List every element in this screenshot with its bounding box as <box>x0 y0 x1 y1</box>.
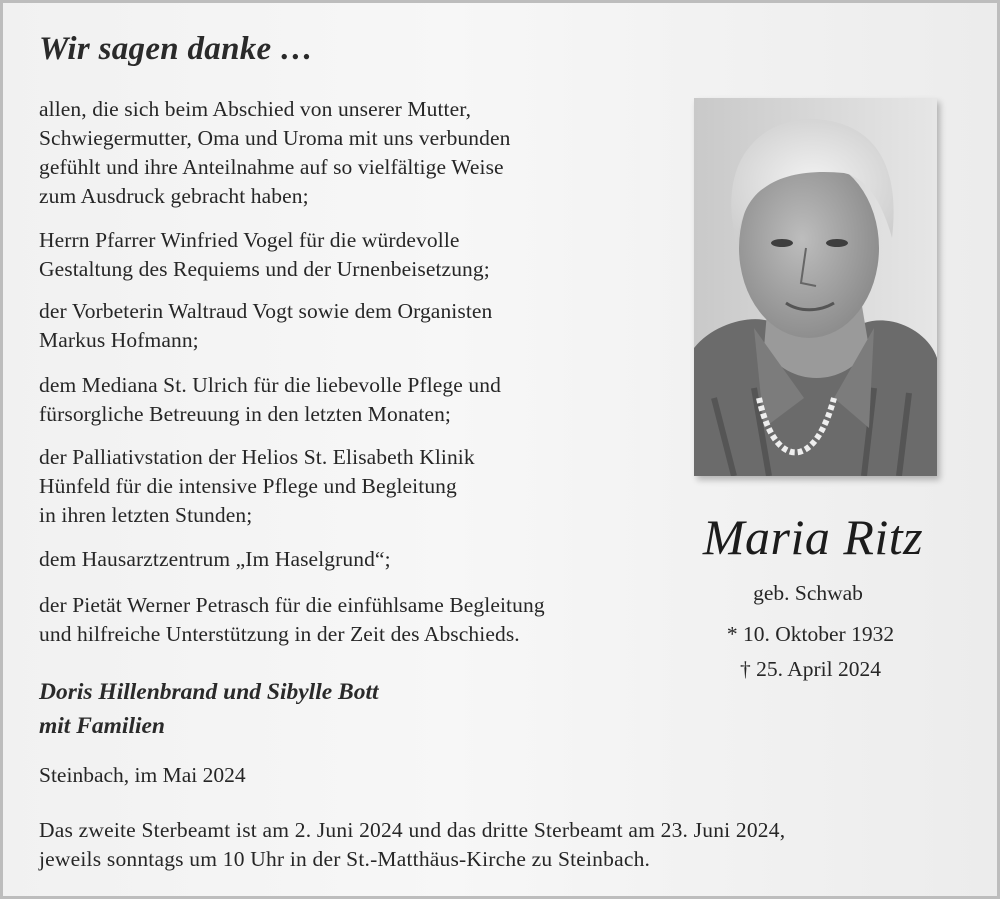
deceased-name: Maria Ritz <box>702 509 924 565</box>
death-date: † 25. April 2024 <box>740 657 881 681</box>
portrait-image <box>694 98 937 476</box>
signers: Doris Hillenbrand und Sibylle Bott mit Familien <box>39 679 379 739</box>
footer-note: Das zweite Sterbeamt ist am 2. Juni 2024 und das dritte Sterbeamt am 23. Juni 2024, jeweils sonntags um 10 Uhr in der St.-Matthäus-Kirche zu Steinbach. <box>39 818 786 871</box>
thanks-paragraph: Herrn Pfarrer Winfried Vogel für die würdevolle Gestaltung des Requiems und der Urnenbeisetzung; <box>39 228 490 281</box>
thanks-paragraph: dem Hausarztzentrum „Im Haselgrund“; <box>39 547 391 571</box>
thanks-paragraph: der Pietät Werner Petrasch für die einfühlsame Begleitung und hilfreiche Unterstützung in der Zeit des Abschieds. <box>39 593 545 646</box>
thanks-paragraph: dem Mediana St. Ulrich für die liebevolle Pflege und fürsorgliche Betreuung in den letzten Monaten; <box>39 373 501 426</box>
thanks-paragraph: der Vorbeterin Waltraud Vogt sowie dem Organisten Markus Hofmann; <box>39 299 493 352</box>
place-date: Steinbach, im Mai 2024 <box>39 763 246 787</box>
thanks-paragraph: allen, die sich beim Abschied von unserer Mutter, Schwiegermutter, Oma und Uroma mit uns verbunden gefühlt und ihre Anteilnahme auf so vielfältige Weise zum Ausdruck gebracht haben; <box>39 97 511 208</box>
heading: Wir sagen danke … <box>39 31 314 67</box>
birth-name: geb. Schwab <box>753 581 863 605</box>
portrait-photo <box>694 98 937 476</box>
thanks-paragraph: der Palliativstation der Helios St. Elisabeth Klinik Hünfeld für die intensive Pflege und Begleitung in ihren letzten Stunden; <box>39 445 475 527</box>
birth-date: * 10. Oktober 1932 <box>726 622 895 646</box>
